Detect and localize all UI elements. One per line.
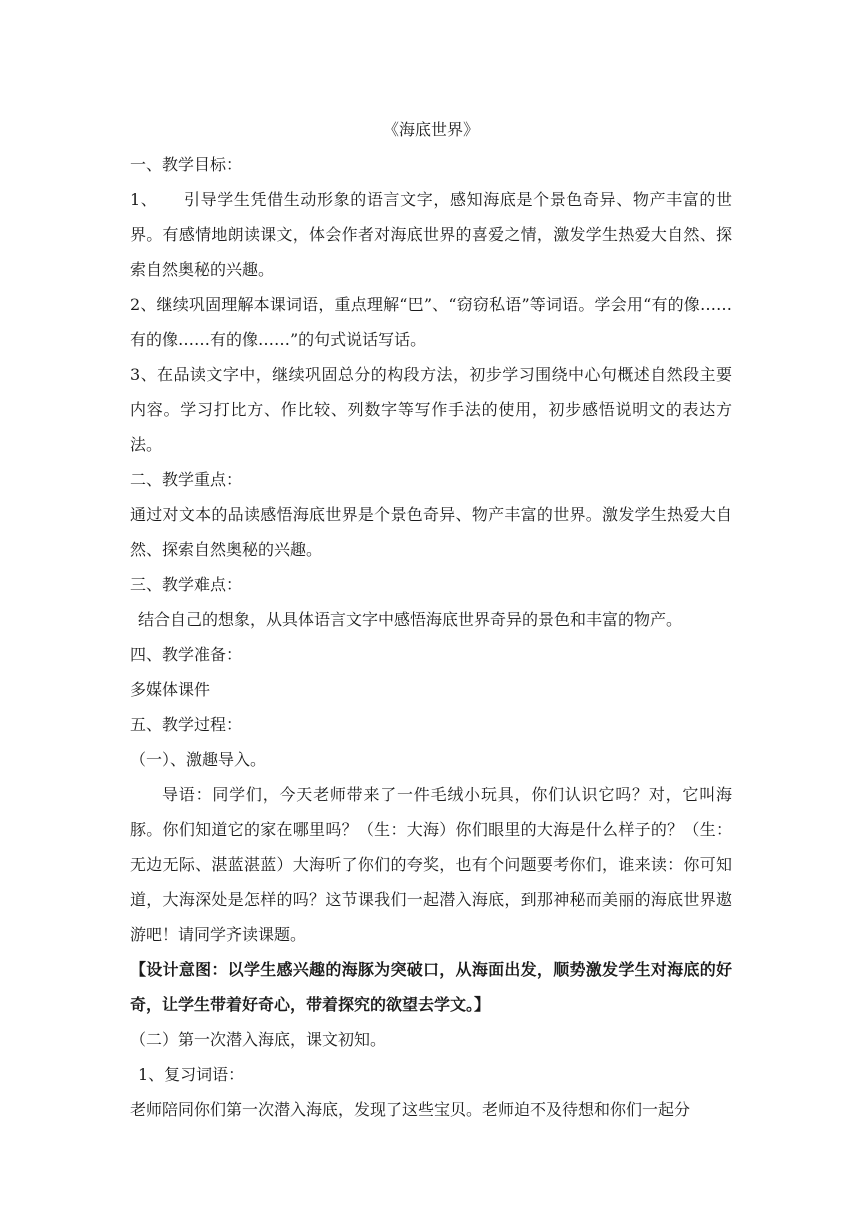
heading-teaching-process: 五、教学过程：: [130, 715, 243, 734]
review-text: 老师陪同你们第一次潜入海底，发现了这些宝贝。老师迫不及待想和你们一起分: [130, 1100, 691, 1119]
heading-teaching-goals: 一、教学目标：: [130, 155, 243, 174]
goal-1-number: 1、: [130, 190, 158, 209]
goal-3: 3、在品读文字中，继续巩固总分的构段方法，初步学习围绕中心句概述自然段主要内容。学习打比方、作比较、列数字等写作手法的使用，初步感悟说明文的表达方法。: [130, 365, 732, 454]
heading-teaching-difficulty: 三、教学难点：: [130, 575, 243, 594]
review-heading: 1、复习词语：: [138, 1065, 245, 1084]
design-intent: 【设计意图：以学生感兴趣的海豚为突破口，从海面出发，顺势激发学生对海底的好奇，让学生带着好奇心，带着探究的欲望去学文。】: [130, 960, 732, 1014]
goal-1-text: 引导学生凭借生动形象的语言文字，感知海底是个景色奇异、物产丰富的世界。有感情地朗读课文，体会作者对海底世界的喜爱之情，激发学生热爱大自然、探索自然奥秘的兴趣。: [130, 190, 732, 279]
document-title: 《海底世界》: [382, 120, 479, 139]
goal-1: [130, 182, 732, 287]
heading-teaching-focus: 二、教学重点：: [130, 470, 243, 489]
heading-teaching-prep: 四、教学准备：: [130, 645, 243, 664]
goal-2: 2、继续巩固理解本课词语，重点理解“巴”、“窃窃私语”等词语。学会用“有的像……有的像……有的像……”的句式说话写话。: [130, 295, 732, 349]
step-1-heading: （一）、激趣导入。: [130, 750, 267, 769]
difficulty-text: 结合自己的想象，从具体语言文字中感悟海底世界奇异的景色和丰富的物产。: [138, 610, 683, 629]
prep-text: 多媒体课件: [130, 680, 211, 699]
intro-text: 导语：同学们，今天老师带来了一件毛绒小玩具，你们认识它吗？对，它叫海豚。你们知道它的家在哪里吗？（生：大海）你们眼里的大海是什么样子的？（生：无边无际、湛蓝湛蓝）大海听了你们的夸奖，也有个问题要考你们，谁来读：你可知道，大海深处是怎样的吗？这节课我们一起潜入海底，到那神秘而美丽的海底世界遨游吧！请同学齐读课题。: [130, 785, 732, 944]
document-body: [130, 112, 732, 1127]
step-2-heading: （二）第一次潜入海底，课文初知。: [130, 1030, 387, 1049]
focus-text: 通过对文本的品读感悟海底世界是个景色奇异、物产丰富的世界。激发学生热爱大自然、探索自然奥秘的兴趣。: [130, 505, 732, 559]
